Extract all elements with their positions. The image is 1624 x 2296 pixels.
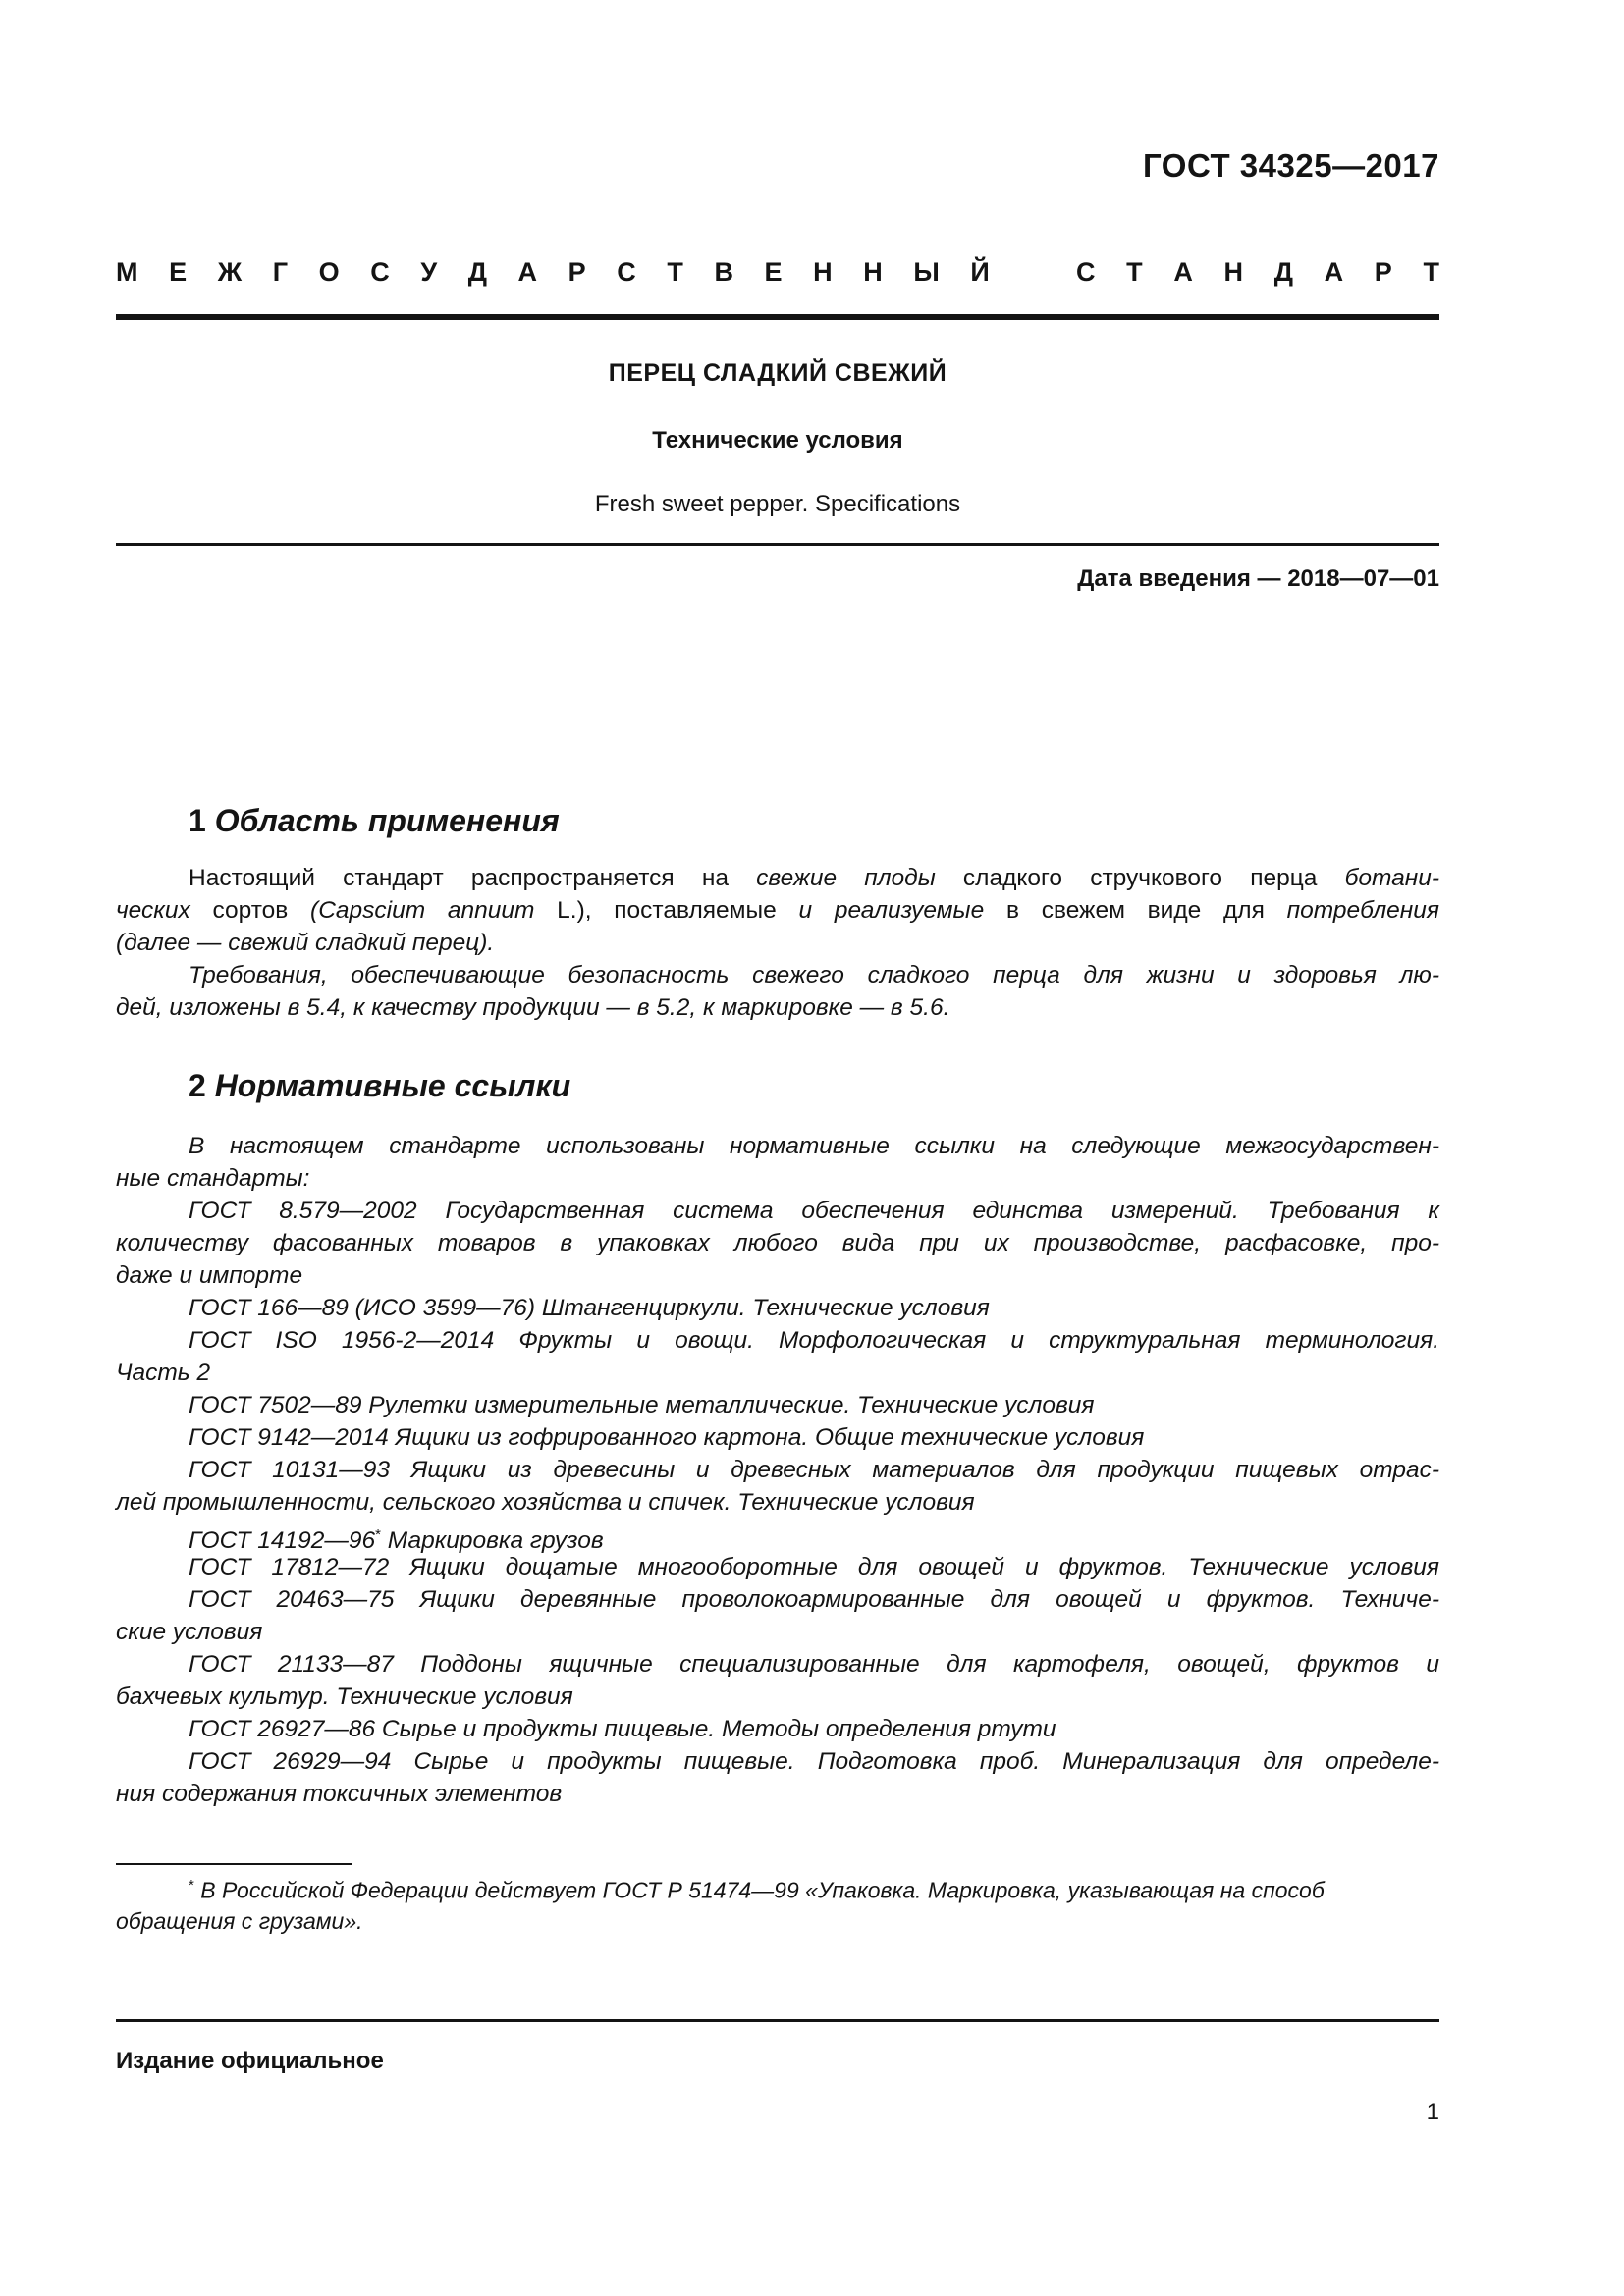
header-divider bbox=[116, 314, 1439, 320]
heading-letter: Н bbox=[813, 257, 833, 287]
edition-note: Издание официальное bbox=[116, 2048, 384, 2074]
footnote-reference-mark: * bbox=[375, 1526, 381, 1543]
heading-letter: Д bbox=[1273, 257, 1293, 287]
heading-letter: С bbox=[1076, 257, 1096, 287]
heading-letter: Н bbox=[1223, 257, 1244, 287]
reference-line: ГОСТ 9142—2014 Ящики из гофрированного картона. Общие технические условия bbox=[189, 1424, 1145, 1451]
reference-line: ГОСТ 26929—94 Сырье и продукты пищевые. Подготовка проб. Минерализация для определе- bbox=[189, 1748, 1439, 1775]
reference-line: Часть 2 bbox=[116, 1360, 211, 1386]
footnote-divider bbox=[116, 1863, 352, 1865]
reference-line: ния содержания токсичных элементов bbox=[116, 1781, 563, 1807]
section-1-p1-line-3: (далее — свежий сладкий перец). bbox=[116, 930, 495, 956]
heading-letter: Т bbox=[1423, 257, 1439, 287]
heading-letter: С bbox=[370, 257, 390, 287]
reference-line: ГОСТ 20463—75 Ящики деревянные проволокоармированные для овощей и фруктов. Техниче- bbox=[189, 1586, 1439, 1613]
footer-divider bbox=[116, 2019, 1439, 2022]
section-1-title: Область применения bbox=[214, 803, 560, 838]
heading-letter: Е bbox=[764, 257, 783, 287]
heading-letter: О bbox=[318, 257, 340, 287]
section-2-title: Нормативные ссылки bbox=[214, 1068, 571, 1103]
standard-type-word-2 bbox=[1076, 257, 1439, 288]
document-title-english: Fresh sweet pepper. Specifications bbox=[594, 491, 961, 517]
section-1-heading bbox=[189, 803, 560, 839]
footnote-line-2: обращения с грузами». bbox=[116, 1907, 363, 1934]
heading-letter: Е bbox=[169, 257, 188, 287]
heading-letter: Н bbox=[863, 257, 883, 287]
reference-line: ГОСТ ISO 1956-2—2014 Фрукты и овощи. Морфологическая и структуральная терминология. bbox=[189, 1327, 1439, 1354]
standard-type-heading bbox=[116, 257, 1439, 288]
reference-line: ГОСТ 14192—96* Маркировка грузов bbox=[189, 1526, 604, 1555]
heading-letter: Г bbox=[272, 257, 289, 287]
reference-line: ГОСТ 21133—87 Поддоны ящичные специализированные для картофеля, овощей, фруктов и bbox=[189, 1651, 1439, 1678]
heading-letter: Й bbox=[970, 257, 990, 287]
heading-letter: Р bbox=[1374, 257, 1392, 287]
heading-letter: А bbox=[1324, 257, 1344, 287]
heading-letter: Т bbox=[667, 257, 683, 287]
reference-line: количеству фасованных товаров в упаковках любого вида при их производстве, расфасовке, про- bbox=[116, 1230, 1439, 1256]
reference-line: ские условия bbox=[116, 1619, 263, 1645]
title-divider bbox=[116, 543, 1439, 546]
heading-letter: У bbox=[420, 257, 438, 287]
reference-line: ГОСТ 7502—89 Рулетки измерительные металлические. Технические условия bbox=[189, 1392, 1095, 1418]
reference-line: В настоящем стандарте использованы нормативные ссылки на следующие межгосударствен- bbox=[189, 1133, 1439, 1159]
section-1-p2-line-2: дей, изложены в 5.4, к качеству продукции — в 5.2, к маркировке — в 5.6. bbox=[116, 994, 950, 1021]
footnote-line-1: * В Российской Федерации действует ГОСТ Р 51474—99 «Упаковка. Маркировка, указывающая на способ bbox=[189, 1877, 1325, 1903]
standard-type-word-1 bbox=[116, 257, 990, 288]
footnote bbox=[116, 1870, 1439, 1937]
reference-line: ГОСТ 17812—72 Ящики дощатые многооборотные для овощей и фруктов. Технические условия bbox=[189, 1554, 1439, 1580]
heading-letter: Д bbox=[467, 257, 487, 287]
heading-letter: А bbox=[517, 257, 538, 287]
heading-letter: В bbox=[714, 257, 733, 287]
heading-letter: М bbox=[116, 257, 138, 287]
heading-letter: Т bbox=[1126, 257, 1143, 287]
section-1-number: 1 bbox=[189, 803, 206, 838]
reference-line: даже и импорте bbox=[116, 1262, 303, 1289]
reference-line: бахчевых культур. Технические условия bbox=[116, 1683, 573, 1710]
introduction-date: Дата введения — 2018—07—01 bbox=[1077, 565, 1439, 592]
document-number: ГОСТ 34325—2017 bbox=[1143, 147, 1439, 184]
heading-letter: Р bbox=[568, 257, 586, 287]
page-number: 1 bbox=[1426, 2099, 1439, 2125]
section-2-heading bbox=[189, 1068, 570, 1104]
heading-letter: С bbox=[617, 257, 636, 287]
section-2-number: 2 bbox=[189, 1068, 206, 1103]
reference-line: ГОСТ 10131—93 Ящики из древесины и древесных материалов для продукции пищевых отрас- bbox=[189, 1457, 1439, 1483]
heading-letter: Ж bbox=[217, 257, 243, 287]
heading-letter: А bbox=[1173, 257, 1193, 287]
reference-line: ГОСТ 26927—86 Сырье и продукты пищевые. Методы определения ртути bbox=[189, 1716, 1056, 1742]
section-1-p1-line-1: Настоящий стандарт распространяется на свежие плоды сладкого стручкового перца ботани- bbox=[189, 865, 1439, 891]
heading-letter: Ы bbox=[913, 257, 940, 287]
document-subtitle: Технические условия bbox=[652, 427, 903, 454]
reference-line: ГОСТ 8.579—2002 Государственная система обеспечения единства измерений. Требования к bbox=[189, 1198, 1439, 1224]
section-1-p1-line-2: ческих сортов (Capscium annuum L.), поставляемые и реализуемые в свежем виде для потребления bbox=[116, 897, 1439, 924]
document-title: ПЕРЕЦ СЛАДКИЙ СВЕЖИЙ bbox=[608, 359, 947, 387]
reference-line: лей промышленности, сельского хозяйства и спичек. Технические условия bbox=[116, 1489, 975, 1516]
reference-line: ные стандарты: bbox=[116, 1165, 310, 1192]
section-1-p2-line-1: Требования, обеспечивающие безопасность свежего сладкого перца для жизни и здоровья лю- bbox=[189, 962, 1439, 988]
reference-line: ГОСТ 166—89 (ИСО 3599—76) Штангенциркули. Технические условия bbox=[189, 1295, 990, 1321]
